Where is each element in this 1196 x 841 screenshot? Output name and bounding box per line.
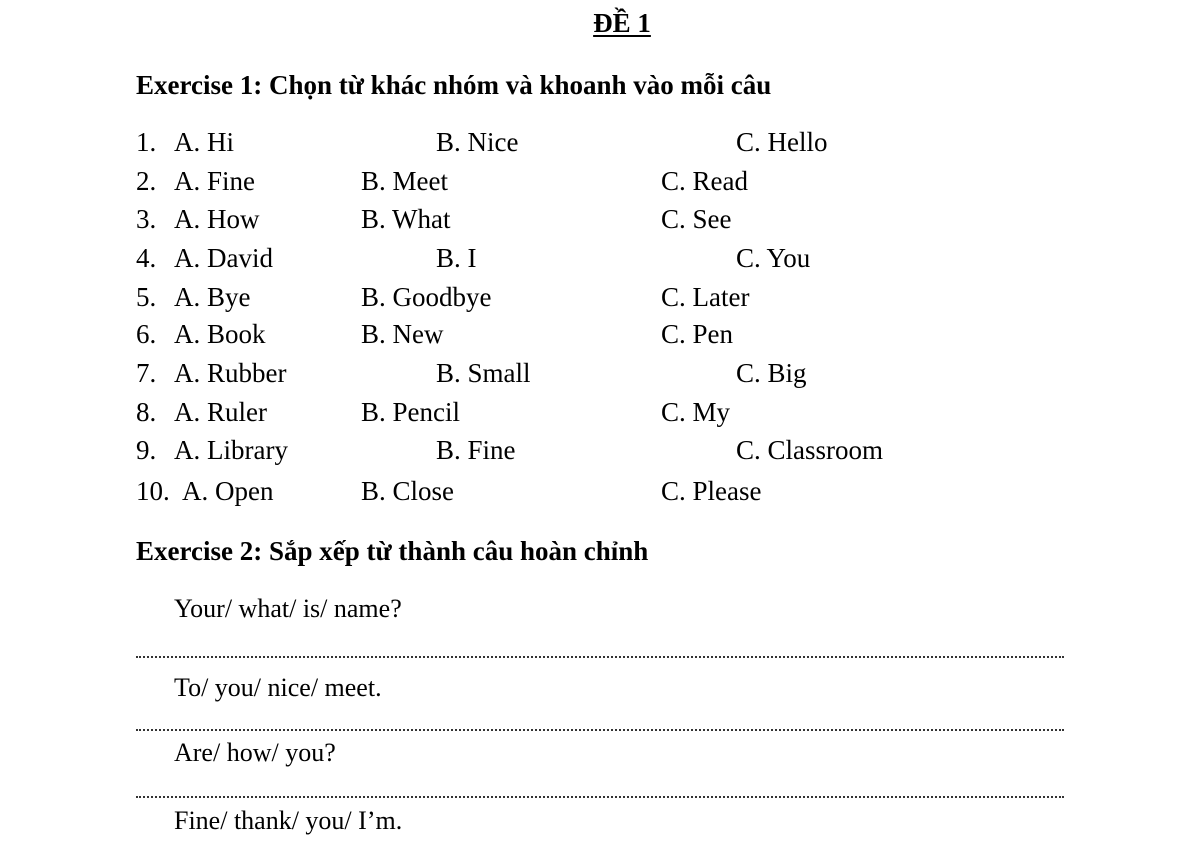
option-b: B. New (361, 319, 444, 349)
option-a: A. Hi (174, 127, 234, 157)
question-number: 3. (136, 204, 157, 234)
question-row (0, 166, 1196, 198)
scrambled-sentence: To/ you/ nice/ meet. (174, 673, 382, 702)
question-number: 6. (136, 319, 157, 349)
option-c: C. See (661, 204, 732, 234)
option-c: C. Hello (736, 127, 828, 157)
option-c: C. Read (661, 166, 748, 196)
option-a: A. Open (182, 476, 274, 506)
question-row (0, 204, 1196, 236)
option-b: B. Small (436, 358, 531, 388)
option-a: A. Ruler (174, 397, 267, 427)
option-a: A. Library (174, 435, 288, 465)
option-a: A. Book (174, 319, 266, 349)
option-c: C. My (661, 397, 731, 427)
question-number: 9. (136, 435, 157, 465)
question-number: 10. (136, 476, 170, 506)
question-number: 7. (136, 358, 157, 388)
scrambled-sentence: Fine/ thank/ you/ I’m. (174, 806, 403, 835)
option-b: B. What (361, 204, 451, 234)
option-c: C. Big (736, 358, 807, 388)
option-b: B. Close (361, 476, 455, 506)
answer-dotted-line (136, 796, 1064, 798)
option-c: C. Pen (661, 319, 734, 349)
option-c: C. You (736, 243, 811, 273)
option-b: B. I (436, 243, 477, 273)
option-a: A. David (174, 243, 273, 273)
exercise-2-heading: Exercise 2: Sắp xếp từ thành câu hoàn chỉnh (136, 536, 649, 566)
question-row (0, 243, 1196, 275)
option-a: A. Fine (174, 166, 255, 196)
question-number: 8. (136, 397, 157, 427)
option-b: B. Nice (436, 127, 519, 157)
question-number: 5. (136, 282, 157, 312)
question-number: 4. (136, 243, 157, 273)
answer-dotted-line (136, 729, 1064, 731)
page-title: ĐỀ 1 (593, 8, 651, 38)
question-row (0, 476, 1196, 508)
option-b: B. Fine (436, 435, 516, 465)
question-row (0, 358, 1196, 390)
option-c: C. Classroom (736, 435, 884, 465)
option-c: C. Please (661, 476, 762, 506)
option-a: A. Rubber (174, 358, 287, 388)
option-a: A. How (174, 204, 260, 234)
question-row (0, 435, 1196, 467)
question-row (0, 319, 1196, 351)
question-row (0, 127, 1196, 159)
option-c: C. Later (661, 282, 750, 312)
exercise-1-heading: Exercise 1: Chọn từ khác nhóm và khoanh vào mỗi câu (136, 70, 772, 100)
question-number: 2. (136, 166, 157, 196)
option-b: B. Goodbye (361, 282, 492, 312)
option-b: B. Meet (361, 166, 448, 196)
option-b: B. Pencil (361, 397, 460, 427)
scrambled-sentence: Your/ what/ is/ name? (174, 594, 402, 623)
scrambled-sentence: Are/ how/ you? (174, 738, 336, 767)
option-a: A. Bye (174, 282, 251, 312)
answer-dotted-line (136, 656, 1064, 658)
question-row (0, 397, 1196, 429)
question-row (0, 282, 1196, 314)
question-number: 1. (136, 127, 157, 157)
